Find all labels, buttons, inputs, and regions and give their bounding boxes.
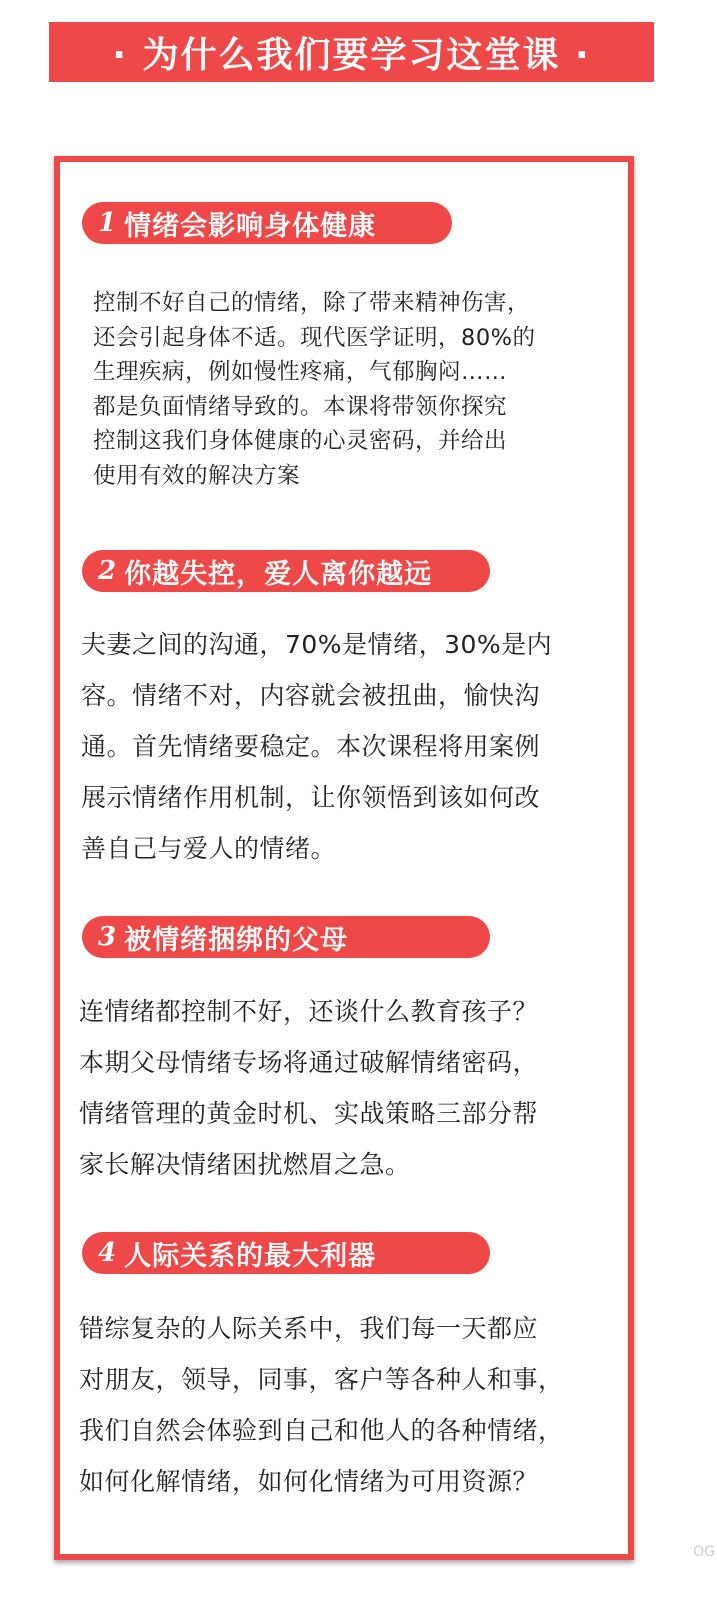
- section-3-line: 情绪管理的黄金时机、实战策略三部分帮: [79, 1099, 539, 1128]
- section-1-line: 都是负面情绪导致的。本课将带领你探究: [93, 393, 508, 420]
- page-title: · 为什么我们要学习这堂课 ·: [112, 34, 591, 76]
- section-1-body: [93, 286, 536, 493]
- section-1-line: 控制这我们身体健康的心灵密码，并给出: [93, 428, 508, 454]
- section-4-line: 如何化解情绪，如何化情绪为可用资源？: [79, 1467, 539, 1496]
- section-4-body: [79, 1303, 564, 1507]
- section-1-line: 还会引起身体不适。现代医学证明，80%的: [93, 324, 536, 351]
- section-4-heading: 人际关系的最大利器: [124, 1240, 377, 1272]
- section-2-line: 容。情绪不对，内容就会被扭曲，愉快沟: [81, 681, 541, 710]
- section-3-number: 3: [98, 922, 117, 952]
- section-3-line: 本期父母情绪专场将通过破解情绪密码，: [79, 1048, 539, 1077]
- section-3-heading: 被情绪捆绑的父母: [124, 924, 349, 956]
- title-banner: [49, 22, 654, 82]
- section-1-line: 生理疾病，例如慢性疼痛，气郁胸闷……: [93, 359, 508, 385]
- section-2-line: 通。首先情绪要稳定。本次课程将用案例: [81, 732, 541, 761]
- section-2-line: 善自己与爱人的情绪。: [81, 834, 337, 863]
- section-2-number: 2: [98, 556, 117, 586]
- section-2-heading: 你越失控，爱人离你越远: [124, 558, 433, 590]
- section-4-number: 4: [98, 1238, 117, 1268]
- section-2-heading-pill: [82, 550, 490, 592]
- section-3-body: [79, 986, 538, 1190]
- watermark-text: OG: [693, 1544, 715, 1560]
- section-3-line: 家长解决情绪困扰燃眉之急。: [79, 1150, 411, 1179]
- section-2-line: 夫妻之间的沟通，70%是情绪，30%是内: [81, 630, 553, 659]
- section-1-heading-pill: [82, 202, 452, 244]
- section-4-line: 我们自然会体验到自己和他人的各种情绪，: [79, 1416, 564, 1445]
- section-4-line: 对朋友，领导，同事，客户等各种人和事，: [79, 1365, 564, 1394]
- section-1-line: 控制不好自己的情绪，除了带来精神伤害，: [93, 290, 531, 316]
- section-3-line: 连情绪都控制不好，还谈什么教育孩子？: [79, 997, 539, 1026]
- section-2-line: 展示情绪作用机制，让你领悟到该如何改: [81, 783, 541, 812]
- section-4-line: 错综复杂的人际关系中，我们每一天都应: [79, 1314, 539, 1343]
- section-4-heading-pill: [82, 1232, 490, 1274]
- section-1-number: 1: [98, 208, 117, 238]
- section-1-line: 使用有效的解决方案: [93, 462, 301, 489]
- section-2-body: [81, 619, 552, 874]
- section-3-heading-pill: [82, 916, 490, 958]
- section-1-heading: 情绪会影响身体健康: [124, 210, 377, 242]
